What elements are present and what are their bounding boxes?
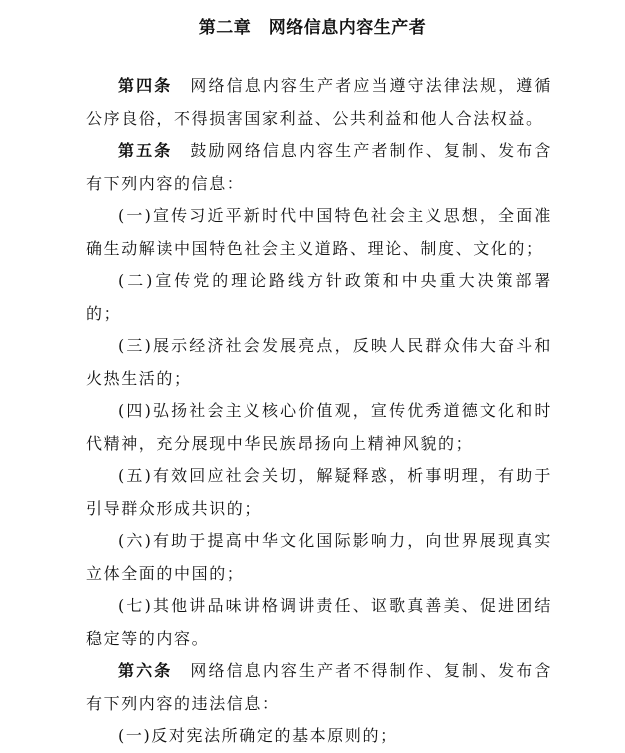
article-6-number: 第六条 [118,661,173,680]
article-6-item-1: (一)反对宪法所确定的基本原则的； [118,726,398,745]
chapter-title: 第二章 网络信息内容生产者 [198,18,427,38]
article-5-item-4: (四)弘扬社会主义核心价值观，宣传优秀道德文化和时代精神，充分展现中华民族昂扬向上精神风貌的； [86,401,552,453]
article-5-item-7: (七)其他讲品味讲格调讲责任、讴歌真善美、促进团结稳定等的内容。 [86,596,552,648]
article-5-number: 第五条 [118,141,173,160]
article-5-item-6: (六)有助于提高中华文化国际影响力，向世界展现真实立体全面的中国的； [86,531,552,583]
article-5-item-2: (二)宣传党的理论路线方针政策和中央重大决策部署的； [86,271,552,323]
article-4-text: 网络信息内容生产者应当遵守法律法规，遵循公序良俗，不得损害国家利益、公共利益和他人合法权益。 [86,76,552,128]
article-5-text: 鼓励网络信息内容生产者制作、复制、发布含有下列内容的信息： [86,141,552,193]
article-5-paragraph [86,135,552,200]
article-5-item-1: (一)宣传习近平新时代中国特色社会主义思想，全面准确生动解读中国特色社会主义道路、理论、制度、文化的； [86,206,552,258]
document-body [86,70,552,753]
article-5-item-5: (五)有效回应社会关切，解疑释惑，析事明理，有助于引导群众形成共识的； [86,466,552,518]
article-4-paragraph [86,70,552,135]
article-5-item-3: (三)展示经济社会发展亮点，反映人民群众伟大奋斗和火热生活的； [86,336,552,388]
article-4-number: 第四条 [118,76,173,95]
article-6-text: 网络信息内容生产者不得制作、复制、发布含有下列内容的违法信息： [86,661,552,713]
article-6-paragraph [86,655,552,720]
